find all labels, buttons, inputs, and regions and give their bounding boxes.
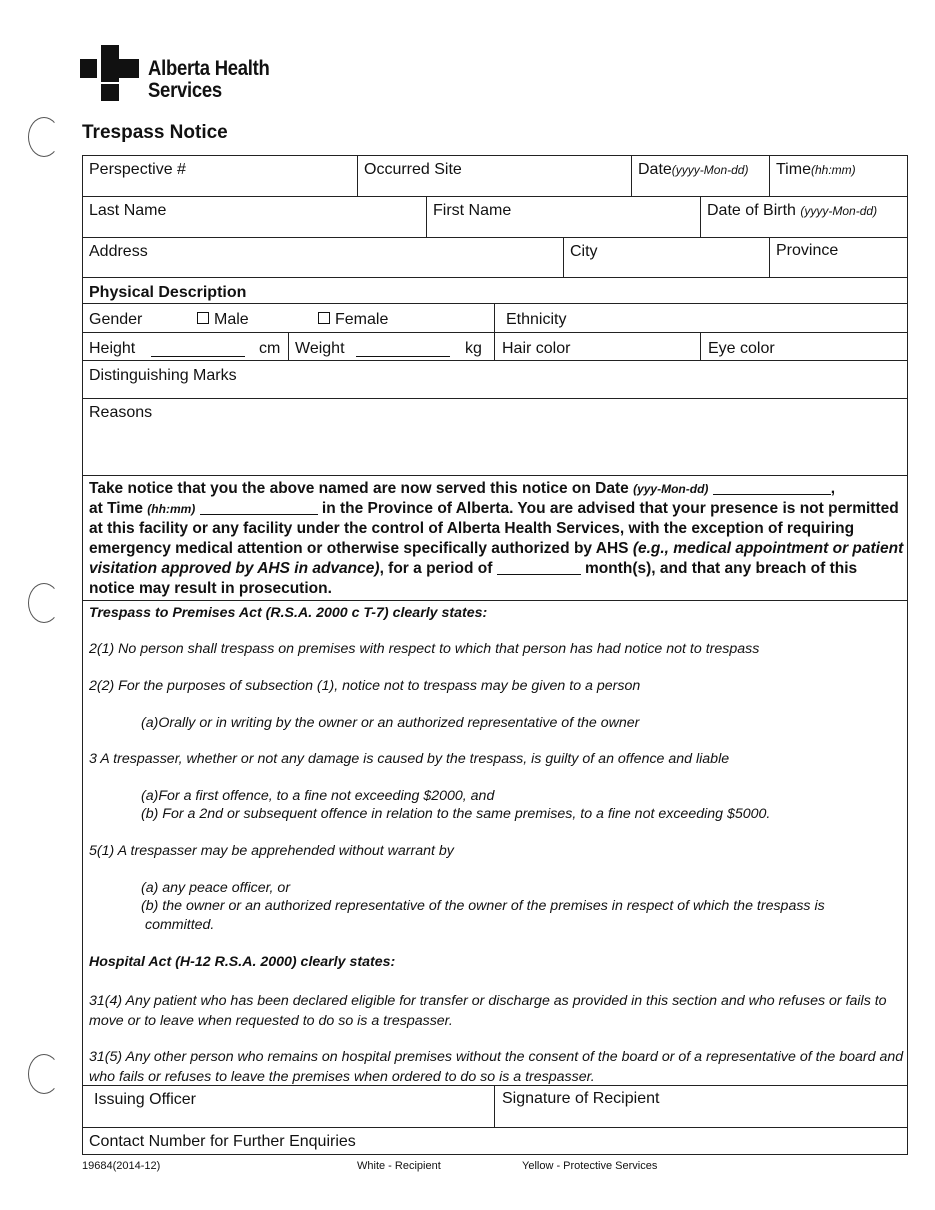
time-label: Time xyxy=(776,161,811,178)
physical-description-heading: Physical Description xyxy=(89,284,247,301)
divider xyxy=(700,332,701,360)
act-clause: 5(1) A trespasser may be apprehended without warrant by xyxy=(89,843,454,859)
notice-time-format: (hh:mm) xyxy=(147,502,196,516)
hospital-act-heading: Hospital Act (H-12 R.S.A. 2000) clearly states: xyxy=(89,954,396,970)
notice-text: , for a period of xyxy=(379,560,497,577)
time-field[interactable] xyxy=(776,161,856,179)
notice-paragraph xyxy=(89,479,905,599)
hair-color-field[interactable]: Hair color xyxy=(502,340,571,357)
divider xyxy=(494,1085,495,1127)
act-clause: (a)Orally or in writing by the owner or an authorized representative of the owner xyxy=(141,715,640,731)
gender-label: Gender xyxy=(89,311,143,328)
female-label: Female xyxy=(335,311,389,328)
province-field[interactable]: Province xyxy=(776,242,839,259)
signature-field[interactable]: Signature of Recipient xyxy=(502,1090,660,1107)
notice-text: in the Province of Alberta. You are advised that your presence is not permitted at this facility or any facility under the control of Alberta Health Services, with the exception of requiring emergency medical attention or otherwise specifically authorized by AHS xyxy=(89,500,899,557)
weight-unit: kg xyxy=(465,340,482,357)
form-number: 19684(2014-12) xyxy=(82,1160,161,1172)
notice-date-format: (yyy-Mon-dd) xyxy=(633,482,709,496)
dob-field[interactable] xyxy=(707,202,877,220)
notice-time-input[interactable] xyxy=(200,500,318,515)
page-title: Trespass Notice xyxy=(82,122,228,143)
act-clause: (a)For a first offence, to a fine not exceeding $2000, and xyxy=(141,788,495,804)
divider xyxy=(82,398,908,399)
punch-hole xyxy=(28,117,60,157)
distinguishing-marks-field[interactable]: Distinguishing Marks xyxy=(89,367,237,384)
male-checkbox[interactable] xyxy=(197,311,249,329)
perspective-field[interactable]: Perspective # xyxy=(89,161,186,178)
first-name-field[interactable]: First Name xyxy=(433,202,512,219)
divider xyxy=(82,196,908,197)
act-clause: 31(5) Any other person who remains on hospital premises without the consent of the board or of a representative of the board and who fails or refuses to leave the premises when ordered to do so is a trespasser. xyxy=(89,1049,904,1085)
weight-label: Weight xyxy=(295,340,345,357)
copy-white: White - Recipient xyxy=(357,1160,441,1172)
divider xyxy=(82,475,908,476)
punch-hole xyxy=(28,583,60,623)
divider xyxy=(357,155,358,196)
notice-date-input[interactable] xyxy=(713,480,831,495)
act-clause: 3 A trespasser, whether or not any damage is caused by the trespass, is guilty of an offence and liable xyxy=(89,751,730,767)
checkbox-icon xyxy=(318,312,330,324)
issuing-officer-field[interactable]: Issuing Officer xyxy=(94,1091,196,1108)
divider xyxy=(82,303,908,304)
notice-text: Take notice that you the above named are now served this notice on Date xyxy=(89,480,634,497)
eye-color-field[interactable]: Eye color xyxy=(708,340,775,357)
logo-text xyxy=(148,58,270,102)
divider xyxy=(82,277,908,278)
address-field[interactable]: Address xyxy=(89,243,148,260)
date-label: Date xyxy=(638,161,672,178)
logo-line1: Alberta Health xyxy=(148,57,270,80)
time-format: (hh:mm) xyxy=(810,163,856,177)
divider xyxy=(82,600,908,601)
logo-line2: Services xyxy=(148,79,222,102)
act-clause: 2(2) For the purposes of subsection (1), notice not to trespass may be given to a person xyxy=(89,678,641,694)
notice-example: (e.g., medical appointment or patient visitation approved by AHS in advance) xyxy=(89,540,904,577)
divider xyxy=(82,237,908,238)
height-label: Height xyxy=(89,340,136,357)
contact-number-field[interactable]: Contact Number for Further Enquiries xyxy=(89,1133,356,1150)
trespass-act-heading: Trespass to Premises Act (R.S.A. 2000 c T-7) clearly states: xyxy=(89,605,488,621)
divider xyxy=(288,332,289,360)
height-unit: cm xyxy=(259,340,281,357)
checkbox-icon xyxy=(197,312,209,324)
act-clause: committed. xyxy=(145,917,215,933)
date-format: (yyyy-Mon-dd) xyxy=(671,163,749,177)
divider xyxy=(82,1127,908,1128)
divider xyxy=(82,360,908,361)
act-clause: (a) any peace officer, or xyxy=(141,880,291,896)
occurred-site-field[interactable]: Occurred Site xyxy=(364,161,462,178)
divider xyxy=(769,155,770,196)
ahs-logo-icon xyxy=(80,45,140,101)
city-field[interactable]: City xyxy=(570,243,598,260)
weight-input[interactable] xyxy=(356,342,450,357)
act-clause: 31(4) Any patient who has been declared eligible for transfer or discharge as provided in this section and who refuses or fails to move or to leave when requested to do so is a trespasser. xyxy=(89,993,887,1029)
act-clause: 2(1) No person shall trespass on premises with respect to which that person has had notice not to trespass xyxy=(89,641,760,657)
female-checkbox[interactable] xyxy=(318,311,388,329)
notice-comma: , xyxy=(830,480,836,497)
divider xyxy=(769,237,770,277)
divider xyxy=(82,332,908,333)
notice-text: month(s), and that any breach of this notice may result in prosecution. xyxy=(89,560,858,597)
act-clause: (b) the owner or an authorized representative of the owner of the premises in respect of which the trespass is xyxy=(141,898,825,914)
ethnicity-field[interactable]: Ethnicity xyxy=(506,311,567,328)
reasons-field[interactable]: Reasons xyxy=(89,404,153,421)
dob-label: Date of Birth xyxy=(707,202,796,219)
punch-hole xyxy=(28,1054,60,1094)
copy-yellow: Yellow - Protective Services xyxy=(522,1160,658,1172)
divider xyxy=(563,237,564,277)
male-label: Male xyxy=(214,311,249,328)
act-clause: (b) For a 2nd or subsequent offence in relation to the same premises, to a fine not exceeding $5000. xyxy=(141,806,771,822)
notice-text: at Time xyxy=(89,500,148,517)
height-input[interactable] xyxy=(151,342,245,357)
divider xyxy=(631,155,632,196)
dob-format: (yyyy-Mon-dd) xyxy=(800,204,878,218)
date-field[interactable] xyxy=(638,161,748,179)
last-name-field[interactable]: Last Name xyxy=(89,202,167,219)
divider xyxy=(426,196,427,237)
divider xyxy=(700,196,701,237)
divider xyxy=(494,303,495,360)
notice-months-input[interactable] xyxy=(497,560,581,575)
